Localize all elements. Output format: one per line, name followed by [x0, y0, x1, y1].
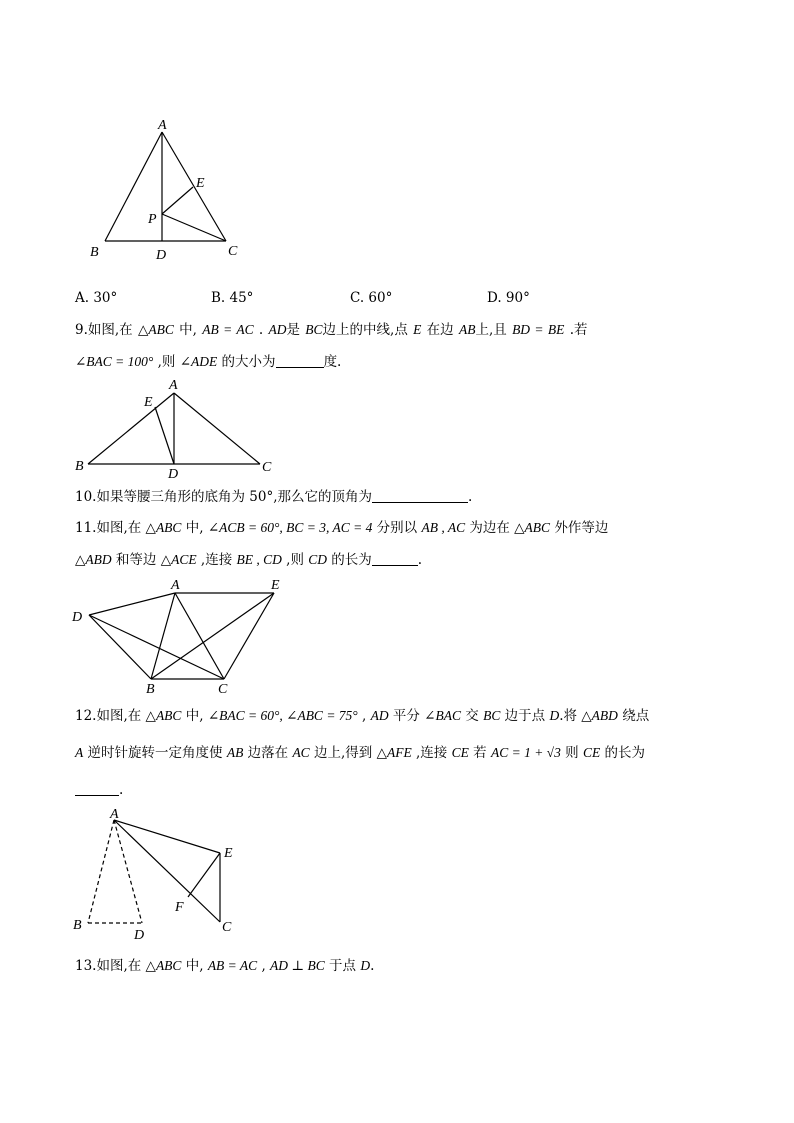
q9-line-1: 9.如图,在 △ABC 中, AB = AC . AD是 BC边上的中线,点 E 在边 AB上,且 BD = BE .若	[75, 322, 588, 338]
label-d: D	[134, 928, 145, 943]
q9-line-2: ∠BAC = 100° ,则 ∠ADE 的大小为 度.	[75, 354, 342, 370]
q8-option-a: A. 30°	[75, 290, 118, 306]
triangle-with-equilateral-triangles	[70, 573, 295, 697]
label-a: A	[110, 807, 119, 822]
label-e: E	[196, 176, 205, 191]
q8-option-c: C. 60°	[350, 290, 393, 306]
q12-line-3: .	[75, 780, 725, 800]
label-b: B	[73, 918, 82, 933]
q11-answer-blank[interactable]	[372, 551, 418, 566]
q11-line-1: 11.如图,在 △ABC 中, ∠ACB = 60°, BC = 3, AC = 4 分别以 AB , AC 为边在 △ABC 外作等边	[75, 520, 609, 536]
label-a: A	[169, 378, 178, 393]
q9-answer-blank[interactable]	[276, 353, 324, 368]
label-e: E	[224, 846, 233, 861]
q12-answer-blank[interactable]	[75, 781, 119, 796]
q13-line: 13.如图,在 △ABC 中, AB = AC , AD ⊥ BC 于点 D.	[75, 958, 375, 974]
q10-line: 10.如果等腰三角形的底角为 50°,那么它的顶角为 .	[75, 489, 473, 505]
label-b: B	[75, 459, 84, 474]
figure-q11	[70, 573, 295, 697]
q12-line-2: A 逆时针旋转一定角度使 AB 边落在 AC 边上,得到 △AFE ,连接 CE 若 AC = 1 + √3 则 CE 的长为	[75, 745, 645, 761]
q8-option-d: D. 90°	[487, 290, 530, 306]
label-f: F	[175, 900, 184, 915]
q11-line-2: △ABD 和等边 △ACE ,连接 BE , CD ,则 CD 的长为 .	[75, 552, 423, 568]
label-c: C	[222, 920, 232, 935]
label-a: A	[171, 578, 180, 593]
label-b: B	[90, 245, 99, 260]
label-e: E	[271, 578, 280, 593]
label-c: C	[228, 244, 238, 259]
label-d: D	[156, 248, 167, 263]
label-d: D	[72, 610, 83, 625]
label-c: C	[218, 682, 228, 697]
q10-answer-blank[interactable]	[372, 488, 468, 503]
triangle-abc-with-p	[80, 115, 260, 265]
q8-option-b: B. 45°	[211, 290, 254, 306]
label-d: D	[168, 467, 179, 482]
label-b: B	[146, 682, 155, 697]
label-c: C	[262, 460, 272, 475]
label-a: A	[158, 118, 167, 133]
triangle-abc-with-e	[72, 374, 282, 480]
label-e: E	[144, 395, 153, 410]
rotated-triangle-figure	[70, 806, 250, 941]
figure-q9	[72, 374, 282, 480]
figure-q8	[80, 115, 260, 265]
q12-line-1: 12.如图,在 △ABC 中, ∠BAC = 60°, ∠ABC = 75° , AD 平分 ∠BAC 交 BC 边于点 D.将 △ABD 绕点	[75, 708, 650, 724]
figure-q12	[70, 806, 250, 941]
label-p: P	[148, 212, 157, 227]
